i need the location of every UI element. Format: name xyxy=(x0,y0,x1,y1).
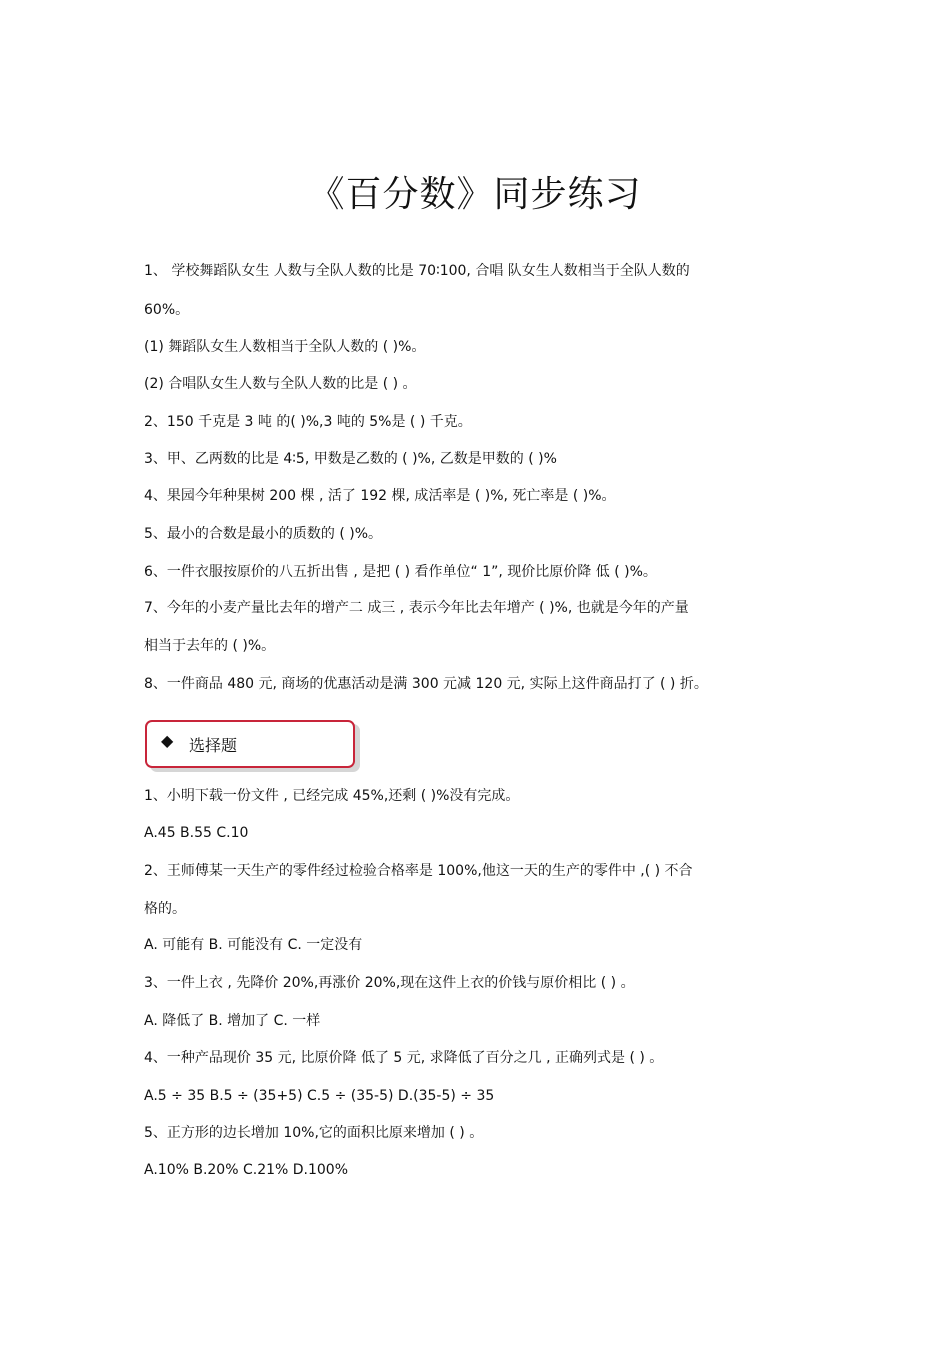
choice-question-3-options: A. 降低了 B. 增加了 C. 一样 xyxy=(144,1013,321,1029)
section-label: 选择题 xyxy=(189,736,238,755)
fill-question-8: 8、一件商品 480 元, 商场的优惠活动是满 300 元减 120 元, 实际上这件商品打了 ( ) 折。 xyxy=(144,676,708,692)
choice-question-5-options: A.10% B.20% C.21% D.100% xyxy=(144,1162,349,1178)
fill-question-4: 4、果园今年种果树 200 棵 , 活了 192 棵, 成活率是 ( )%, 死亡率是 ( )%。 xyxy=(144,488,616,504)
choice-question-4-options: A.5 ÷ 35 B.5 ÷ (35+5) C.5 ÷ (35-5) D.(35-5) ÷ 35 xyxy=(144,1088,495,1104)
choice-question-2-line1: 2、王师傅某一天生产的零件经过检验合格率是 100%,他这一天的生产的零件中 ,( ) 不合 xyxy=(144,863,693,879)
fill-question-1-line1: 1、 学校舞蹈队女生 人数与全队人数的比是 70∶100, 合唱 队女生人数相当于全队人数的 xyxy=(144,263,690,279)
fill-question-1-line2: 60%。 xyxy=(144,302,190,318)
fill-question-7-line2: 相当于去年的 ( )%。 xyxy=(144,638,276,654)
choice-question-2-options: A. 可能有 B. 可能没有 C. 一定没有 xyxy=(144,937,363,953)
fill-question-7-line1: 7、今年的小麦产量比去年的增产二 成三 , 表示今年比去年增产 ( )%, 也就是今年的产量 xyxy=(144,600,689,616)
page-title: 《百分数》同步练习 xyxy=(308,174,642,215)
fill-question-3: 3、甲、乙两数的比是 4∶5, 甲数是乙数的 ( )%, 乙数是甲数的 ( )% xyxy=(144,451,557,467)
fill-question-1-sub1: (1) 舞蹈队女生人数相当于全队人数的 ( )%。 xyxy=(144,339,426,355)
fill-question-2: 2、150 千克是 3 吨 的( )%,3 吨的 5%是 ( ) 千克。 xyxy=(144,414,472,430)
choice-question-4: 4、一种产品现价 35 元, 比原价降 低了 5 元, 求降低了百分之几 , 正确列式是 ( ) 。 xyxy=(144,1050,664,1066)
fill-question-6: 6、一件衣服按原价的八五折出售 , 是把 ( ) 看作单位“ 1”, 现价比原价降 低 ( )%。 xyxy=(144,564,657,580)
fill-question-5: 5、最小的合数是最小的质数的 ( )%。 xyxy=(144,526,383,542)
diamond-icon: ◆ xyxy=(161,731,174,750)
choice-question-3: 3、一件上衣 , 先降价 20%,再涨价 20%,现在这件上衣的价钱与原价相比 ( ) 。 xyxy=(144,975,635,991)
choice-question-1-options: A.45 B.55 C.10 xyxy=(144,825,249,841)
choice-question-1: 1、小明下载一份文件 , 已经完成 45%,还剩 ( )%没有完成。 xyxy=(144,788,520,804)
section-header-choice xyxy=(145,720,355,768)
choice-question-2-line2: 格的。 xyxy=(144,901,186,917)
choice-question-5: 5、正方形的边长增加 10%,它的面积比原来增加 ( ) 。 xyxy=(144,1125,484,1141)
fill-question-1-sub2: (2) 合唱队女生人数与全队人数的比是 ( ) 。 xyxy=(144,376,417,392)
